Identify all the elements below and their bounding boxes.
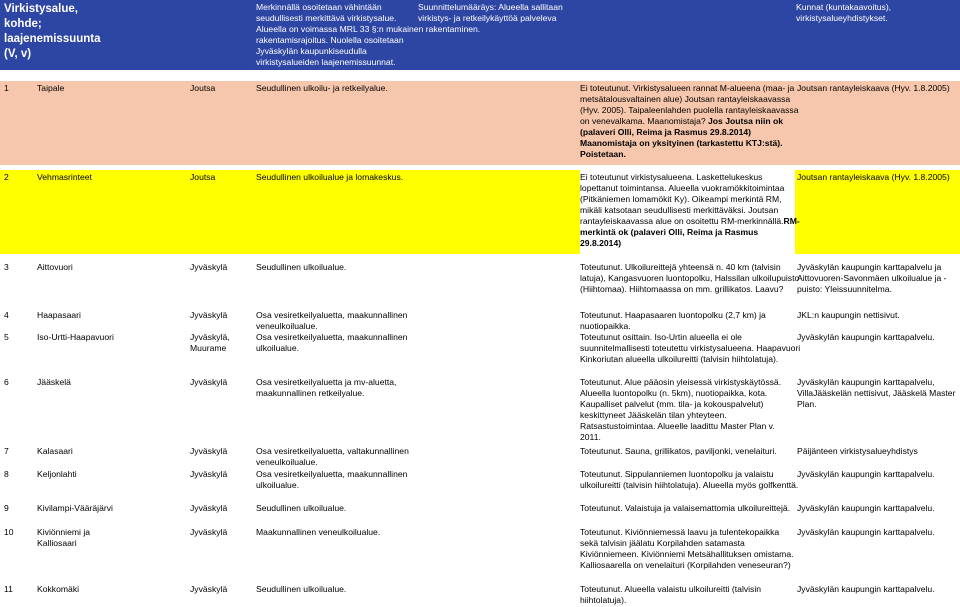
realization-status-line — [580, 310, 766, 321]
realization-status-line — [580, 127, 798, 138]
source-reference — [797, 172, 950, 183]
area-description-line: Osa vesiretkeilyaluetta, maakunnallinen — [256, 332, 408, 342]
header-title — [4, 2, 101, 62]
municipality-line: Jyväskylä — [190, 310, 228, 320]
realization-status-line — [580, 194, 800, 205]
source-reference-line: Joutsan rantayleiskaava (Hyv. 1.8.2005) — [797, 83, 950, 93]
area-description — [256, 584, 346, 595]
status-text: ulkoilureitti (talvisin hiihtolatuja). Alueella myös golfkenttä. — [580, 480, 799, 490]
municipality-line: Muurame — [190, 343, 227, 353]
status-text: merkintä ok (palaveri Olli, Reima ja Rasmus — [580, 227, 759, 237]
realization-status — [580, 469, 798, 491]
realization-status-line — [580, 432, 781, 443]
area-name — [37, 503, 113, 514]
area-name-line: Kalliosaari — [37, 538, 77, 548]
source-reference-line: Jyväskylän kaupungin karttapalvelu. — [797, 469, 935, 479]
status-text: Poistetaan. — [580, 149, 626, 159]
municipality — [190, 172, 215, 183]
area-description-line: Seudullinen ulkoilualue ja lomakeskus. — [256, 172, 404, 182]
source-reference — [797, 310, 900, 321]
area-name — [37, 332, 114, 343]
municipality — [190, 310, 227, 321]
realization-status — [580, 332, 800, 365]
source-reference — [797, 527, 935, 538]
status-text: (Pitkäniemen lomamökit Ky). Oikeampi merkintä RM, — [580, 194, 782, 204]
header-desc-line: Alueella on voimassa MRL 33 §:n mukainen rakentaminen. — [256, 24, 481, 34]
source-reference-line: Jyväskylän kaupungin karttapalvelu. — [797, 332, 935, 342]
source-reference — [797, 503, 935, 514]
status-text: Kinkoriutan alueella ulkoilureitti (talvisin hiihtolatuja). — [580, 354, 779, 364]
status-text: latuja), Kangasvuoren luontopolku, Halssilan ulkoilupuisto — [580, 273, 800, 283]
area-name — [37, 469, 77, 480]
realization-status — [580, 310, 766, 332]
header-title-line: Virkistysalue, — [4, 3, 78, 15]
area-description-line: veneulkoilualue. — [256, 321, 318, 331]
municipality-line: Jyväskylä, — [190, 332, 230, 342]
source-reference-line: Aittovuoren-Savonmäen ulkoilualue ja - — [797, 273, 947, 283]
realization-status-line — [580, 377, 781, 388]
area-description-line: Seudullinen ulkoilualue. — [256, 584, 347, 594]
status-text: Kaupalliset palvelut (mm. tila- ja kokouspalvelut) — [580, 399, 764, 409]
area-name — [37, 584, 79, 595]
source-reference — [797, 262, 947, 295]
header-desc-line: rakentamisrajoitus. Nuolella osoitetaan — [256, 35, 404, 45]
source-reference-line: VillaJääskelän nettisivut, Jääskelä Master — [797, 388, 956, 398]
source-reference — [797, 83, 950, 94]
status-text: hiihtolatuja). — [580, 595, 627, 605]
source-reference-line: Jyväskylän kaupungin karttapalvelu ja — [797, 262, 942, 272]
source-reference-line: Jyväskylän kaupungin karttapalvelu, — [797, 377, 935, 387]
area-name-line: Haapasaari — [37, 310, 81, 320]
header-reg-line: virkistys- ja retkeilykäyttöä palveleva — [418, 13, 557, 23]
area-name-line: Taipale — [37, 83, 65, 93]
source-reference — [797, 469, 935, 480]
realization-status-line — [580, 138, 798, 149]
area-name — [37, 262, 73, 273]
area-description-line: Maakunnallinen veneulkoilualue. — [256, 527, 381, 537]
status-text: Toteutunut. Sauna, grillikatos, paviljonki, venelaituri. — [580, 446, 777, 456]
header-resp-line: virkistysalueyhdistykset. — [796, 13, 888, 23]
header-title-line: kohde; — [4, 18, 42, 30]
header-responsible — [796, 2, 891, 24]
municipality-line: Jyväskylä — [190, 503, 228, 513]
area-description — [256, 332, 407, 354]
realization-status-line — [580, 227, 800, 238]
area-description-line: veneulkoilualue. — [256, 457, 318, 467]
area-description-line: Seudullinen ulkoilualue. — [256, 262, 347, 272]
realization-status-line — [580, 321, 766, 332]
realization-status-line — [580, 388, 781, 399]
area-description-line: Osa vesiretkeilyaluetta, valtakunnallinen — [256, 446, 409, 456]
status-text: Kiviönniemeen. Kiviönniemi Metsähallituksen omistama. — [580, 549, 794, 559]
realization-status — [580, 503, 790, 514]
source-reference — [797, 377, 955, 410]
area-name — [37, 446, 73, 457]
realization-status-line — [580, 262, 799, 273]
realization-status — [580, 527, 794, 571]
municipality — [190, 83, 215, 94]
area-description — [256, 446, 409, 468]
realization-status-line — [580, 343, 800, 354]
realization-status-line — [580, 332, 800, 343]
source-reference-line: Plan. — [797, 399, 817, 409]
row-number: 3 — [4, 262, 9, 272]
source-reference — [797, 446, 918, 457]
table-header — [0, 0, 960, 70]
status-text: Toteutunut. Alueella valaistu ulkoilureitti (talvisin — [580, 584, 762, 594]
realization-status-line — [580, 284, 799, 295]
area-name — [37, 527, 90, 549]
municipality — [190, 377, 227, 388]
municipality-line: Jyväskylä — [190, 527, 228, 537]
status-text: mikäli katsotaan seudullisesti merkittäväksi. Joutsan — [580, 205, 779, 215]
municipality-line: Jyväskylä — [190, 469, 228, 479]
realization-status-line — [580, 94, 798, 105]
realization-status-line — [580, 216, 800, 227]
realization-status-line — [580, 446, 777, 457]
municipality — [190, 503, 227, 514]
realization-status-line — [580, 354, 800, 365]
status-text: Maanomistaja on yksityinen (tarkastettu KTJ:stä). — [580, 138, 783, 148]
municipality-line: Joutsa — [190, 83, 216, 93]
status-text: (palaveri Olli, Reima ja Rasmus 29.8.2014) — [580, 127, 752, 137]
status-text: on venevalkama. Maanomistaja? — [580, 116, 706, 126]
municipality-line: Jyväskylä — [190, 584, 228, 594]
area-name-line: Vehmasrinteet — [37, 172, 92, 182]
status-text: Toteutunut. Haapasaaren luontopolku (2,7 km) ja — [580, 310, 766, 320]
status-text: Toteutunut osittain. Iso-Urtin alueella ei ole — [580, 332, 742, 342]
row-number: 10 — [4, 527, 14, 537]
status-text: rantayleiskaavassa alue on osoitettu RM-merkinnällä. — [580, 216, 784, 226]
area-description-line: Osa vesiretkeilyaluetta, maakunnallinen — [256, 310, 408, 320]
area-name-line: Kiviönniemi ja — [37, 527, 91, 537]
municipality — [190, 332, 230, 354]
status-text: (Hiihtomaa). Hiihtomaassa on mm. grillikatos. Laavu? — [580, 284, 784, 294]
municipality-line: Jyväskylä — [190, 446, 228, 456]
status-text: 29.8.2014) — [580, 238, 622, 248]
realization-status-line — [580, 421, 781, 432]
row-number: 4 — [4, 310, 9, 320]
area-name-line: Jääskelä — [37, 377, 71, 387]
realization-status-line — [580, 538, 794, 549]
header-desc-line: virkistysalueiden laajenemissuunnat. — [256, 57, 396, 67]
status-text: Ei toteutunut virkistysalueena. Laskettelukeskus — [580, 172, 763, 182]
header-desc-line: Merkinnällä osoitetaan vähintään — [256, 2, 382, 12]
row-number: 11 — [4, 584, 13, 594]
area-description-line: Osa vesiretkeilyaluetta, maakunnallinen — [256, 469, 408, 479]
row-number: 6 — [4, 377, 9, 387]
municipality — [190, 446, 227, 457]
area-description-line: maakunnallinen retkeilyalue. — [256, 388, 365, 398]
realization-status — [580, 446, 777, 457]
row-number: 5 — [4, 332, 9, 342]
area-description — [256, 172, 403, 183]
area-description-line: Seudullinen ulkoilu- ja retkeilyalue. — [256, 83, 388, 93]
realization-status-line — [580, 116, 798, 127]
header-desc-line: Jyväskylän kaupunkiseudulla — [256, 46, 367, 56]
status-text: metsätalousvaltainen alue) Joutsan rantayleiskaavassa — [580, 94, 791, 104]
row-number: 1 — [4, 83, 9, 93]
status-text: Kalliosaarella on venelaituri (Korpilahden veneseuran?) — [580, 560, 791, 570]
area-name — [37, 172, 92, 183]
realization-status-line — [580, 149, 798, 160]
area-name-line: Iso-Urtti-Haapavuori — [37, 332, 114, 342]
municipality — [190, 584, 227, 595]
area-name-line: Keljonlahti — [37, 469, 77, 479]
source-reference-line: Päijänteen virkistysalueyhdistys — [797, 446, 918, 456]
source-reference-line: puisto: Yleissuunnitelma. — [797, 284, 892, 294]
status-text: sekä talvisin jäälatu Korpilahden satamasta — [580, 538, 745, 548]
area-name — [37, 83, 64, 94]
status-bold-text: Jos Joutsa niin ok — [705, 116, 784, 126]
municipality — [190, 527, 227, 538]
source-reference-line: JKL:n kaupungin nettisivut. — [797, 310, 900, 320]
header-resp-line: Kunnat (kuntakaavoitus), — [796, 2, 892, 12]
source-reference-line: Jyväskylän kaupungin karttapalvelu. — [797, 527, 935, 537]
municipality-line: Jyväskylä — [190, 262, 228, 272]
realization-status-line — [580, 205, 800, 216]
realization-status — [580, 172, 800, 249]
realization-status-line — [580, 584, 761, 595]
realization-status-line — [580, 183, 800, 194]
area-description — [256, 262, 346, 273]
status-text: Toteutunut. Kiviönniemessä laavu ja tulentekopaikka — [580, 527, 780, 537]
row-number: 7 — [4, 446, 9, 456]
realization-status-line — [580, 83, 798, 94]
header-desc-line: seudullisesti merkittävä virkistysalue. — [256, 13, 397, 23]
realization-status-line — [580, 469, 798, 480]
realization-status-line — [580, 172, 800, 183]
realization-status-line — [580, 527, 794, 538]
realization-status — [580, 262, 799, 295]
municipality — [190, 262, 227, 273]
header-title-line: (V, v) — [4, 48, 32, 60]
area-description-line: Osa vesiretkeilyaluetta ja mv-aluetta, — [256, 377, 397, 387]
municipality — [190, 469, 227, 480]
header-regulation — [418, 2, 563, 24]
realization-status-line — [580, 480, 798, 491]
status-text: suunnitelmallisesti toteutettu virkistysalueena. Haapavuori — [580, 343, 801, 353]
status-text: Toteutunut. Alue pääosin yleisessä virkistyskäytössä. — [580, 377, 782, 387]
realization-status-line — [580, 549, 794, 560]
status-text: Ratsastustoimintaa. Alueelle laadittu Master Plan v. — [580, 421, 775, 431]
row-number: 2 — [4, 172, 9, 182]
status-text: Ei toteutunut. Virkistysalueen rannat M-alueena (maa- ja — [580, 83, 795, 93]
realization-status — [580, 377, 781, 443]
source-reference-line: Joutsan rantayleiskaava (Hyv. 1.8.2005) — [797, 172, 950, 182]
status-text: (Hyv. 2005). Taipaleenlahden puolella rantayleiskaavassa — [580, 105, 799, 115]
header-reg-line: Suunnittelumääräys: Alueella sallitaan — [418, 2, 563, 12]
area-description — [256, 527, 380, 538]
municipality-line: Joutsa — [190, 172, 216, 182]
status-text: Toteutunut. Valaistuja ja valaisemattomia ulkoilureittejä. — [580, 503, 791, 513]
realization-status — [580, 584, 761, 606]
source-reference-line: Jyväskylän kaupungin karttapalvelu. — [797, 503, 935, 513]
area-description — [256, 377, 396, 399]
area-description-line: ulkoilualue. — [256, 480, 299, 490]
area-description — [256, 503, 346, 514]
realization-status-line — [580, 595, 761, 606]
status-text: keskittyneet Jääskelän tilan yhteyteen. — [580, 410, 727, 420]
area-name — [37, 377, 71, 388]
area-description-line: ulkoilualue. — [256, 343, 299, 353]
status-text: 2011. — [580, 432, 601, 442]
area-description — [256, 469, 407, 491]
area-description — [256, 310, 407, 332]
source-reference — [797, 584, 935, 595]
status-text: Toteutunut. Sippulanniemen luontopolku ja valaistu — [580, 469, 774, 479]
status-text: Toteutunut. Ulkoilureittejä yhteensä n. 40 km (talvisin — [580, 262, 781, 272]
realization-status-line — [580, 273, 799, 284]
status-text: nuotiopaikka. — [580, 321, 631, 331]
realization-status-line — [580, 560, 794, 571]
realization-status-line — [580, 105, 798, 116]
header-title-line: laajenemissuunta — [4, 33, 101, 45]
source-reference — [797, 332, 935, 343]
row-number: 8 — [4, 469, 9, 479]
status-bold-text: RM- — [783, 216, 800, 226]
source-reference-line: Jyväskylän kaupungin karttapalvelu. — [797, 584, 935, 594]
realization-status-line — [580, 503, 790, 514]
area-name-line: Kivilampi-Vääräjärvi — [37, 503, 113, 513]
realization-status-line — [580, 399, 781, 410]
area-name-line: Kokkomäki — [37, 584, 80, 594]
area-description-line: Seudullinen ulkoilualue. — [256, 503, 347, 513]
realization-status-line — [580, 238, 800, 249]
area-description — [256, 83, 388, 94]
realization-status-line — [580, 410, 781, 421]
municipality-line: Jyväskylä — [190, 377, 228, 387]
area-name — [37, 310, 81, 321]
status-text: lopettanut toimintansa. Alueella vuokramökkitoimintaa — [580, 183, 785, 193]
realization-status — [580, 83, 798, 160]
status-text: Alueella luontopolku (n. 5km), nuotiopaikka, kota. — [580, 388, 768, 398]
row-number: 9 — [4, 503, 9, 513]
area-name-line: Aittovuori — [37, 262, 73, 272]
area-name-line: Kalasaari — [37, 446, 73, 456]
